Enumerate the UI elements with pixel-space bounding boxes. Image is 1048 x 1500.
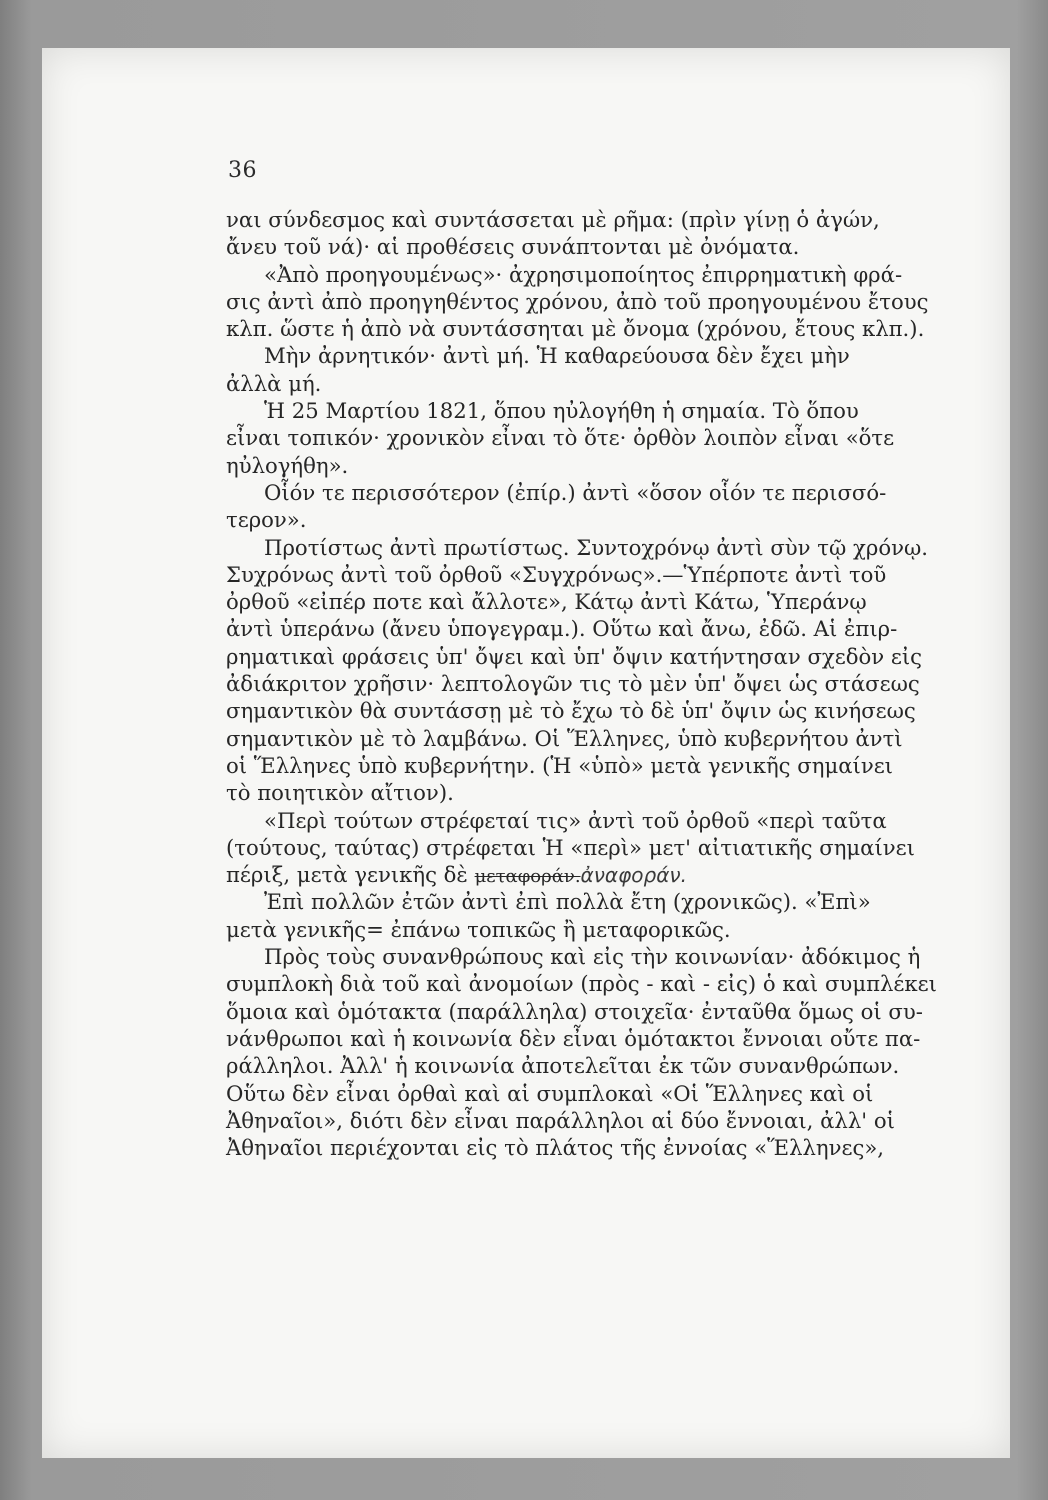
text-line: ὅμοια καὶ ὁμότακτα (παράλληλα) στοιχεῖα· ἐνταῦθα ὅμως οἱ συ- <box>226 998 923 1024</box>
text-line: ἀντὶ ὑπεράνω (ἄνευ ὑπογεγραμ.). Οὕτω καὶ ἄνω, ἐδῶ. Αἱ ἐπιρ- <box>226 616 898 642</box>
text-line: ράλληλοι. Ἀλλ' ἡ κοινωνία ἀποτελεῖται ἐκ τῶν συνανθρώπων. <box>226 1053 900 1079</box>
text-line: κλπ. ὥστε ἡ ἀπὸ νὰ συντάσσηται μὲ ὄνομα (χρόνου, ἔτους κλπ.). <box>226 316 925 342</box>
text-line: «Ἀπὸ προηγουμένως»· ἀχρησιμοποίητος ἐπιρρηματικὴ φρά- <box>264 261 903 287</box>
text-line: σημαντικὸν μὲ τὸ λαμβάνω. Οἱ Ἕλληνες, ὑπὸ κυβερνήτου ἀντὶ <box>226 725 903 751</box>
text-line: Προτίστως ἀντὶ πρωτίστως. Συντοχρόνῳ ἀντὶ σὺν τῷ χρόνῳ. <box>264 534 928 560</box>
text-line: (τούτους, ταύτας) στρέφεται Ἡ «περὶ» μετ' αἰτιατικῆς σημαίνει <box>226 834 915 860</box>
text-line: σις ἀντὶ ἀπὸ προηγηθέντος χρόνου, ἀπὸ τοῦ προηγουμένου ἔτους <box>226 288 929 314</box>
text-line: ἀδιάκριτον χρῆσιν· λεπτολογῶν τις τὸ μὲν ὑπ' ὄψει ὡς στάσεως <box>226 671 920 697</box>
text-line: Ἡ 25 Μαρτίου 1821, ὅπου ηὐλογήθη ἡ σημαία. Τὸ ὅπου <box>264 398 859 424</box>
text-line: ηὐλογήθη». <box>226 452 349 478</box>
text-line: Ἐπὶ πολλῶν ἐτῶν ἀντὶ ἐπὶ πολλὰ ἔτη (χρονικῶς). «Ἐπὶ» <box>264 889 871 915</box>
text-line: Οὕτω δὲν εἶναι ὀρθαὶ καὶ αἱ συμπλοκαὶ «Οἱ Ἕλληνες καὶ οἱ <box>226 1080 874 1106</box>
page-number: 36 <box>228 158 257 183</box>
text-line: Πρὸς τοὺς συνανθρώπους καὶ εἰς τὴν κοινωνίαν· ἀδόκιμος ἡ <box>264 944 921 970</box>
text-line: τὸ ποιητικὸν αἴτιον). <box>226 780 454 806</box>
text-line: ρηματικαὶ φράσεις ὑπ' ὄψει καὶ ὑπ' ὄψιν κατήντησαν σχεδὸν εἰς <box>226 643 923 669</box>
text-line: σημαντικὸν θὰ συντάσσῃ μὲ τὸ ἔχω τὸ δὲ ὑπ' ὄψιν ὡς κινήσεως <box>226 698 916 724</box>
text-line: τερον». <box>226 507 307 533</box>
text-line: ἄνευ τοῦ νά)· αἱ προθέσεις συνάπτονται μὲ ὀνόματα. <box>226 234 800 260</box>
text-line: ὀρθοῦ «εἰπέρ ποτε καὶ ἄλλοτε», Κάτῳ ἀντὶ Κάτω, Ὑπεράνῳ <box>226 589 867 615</box>
text-line: οἱ Ἕλληνες ὑπὸ κυβερνήτην. (Ἡ «ὑπὸ» μετὰ γενικῆς σημαίνει <box>226 752 893 778</box>
book-page <box>42 48 1010 1458</box>
struck-word: μεταφοράν. <box>474 866 581 888</box>
text-line: εἶναι τοπικόν· χρονικὸν εἶναι τὸ ὅτε· ὀρθὸν λοιπὸν εἶναι «ὅτε <box>226 425 895 451</box>
text-line: «Περὶ τούτων στρέφεταί τις» ἀντὶ τοῦ ὀρθοῦ «περὶ ταῦτα <box>264 807 887 833</box>
text-line: μετὰ γενικῆς= ἐπάνω τοπικῶς ἢ μεταφορικῶς. <box>226 916 731 942</box>
text-line: ἀλλὰ μή. <box>226 370 322 396</box>
text-line: Ἀθηναῖοι», διότι δὲν εἶναι παράλληλοι αἱ δύο ἔννοιαι, ἀλλ' οἱ <box>226 1107 895 1133</box>
handwritten-correction: ἀναφοράν. <box>580 863 687 888</box>
text-segment: πέριξ, μετὰ γενικῆς δὲ <box>226 862 468 888</box>
text-line: Ἀθηναῖοι περιέχονται εἰς τὸ πλάτος τῆς ἐννοίας «Ἕλληνες», <box>226 1135 885 1161</box>
body-text <box>226 206 950 1161</box>
text-line: ναι σύνδεσμος καὶ συντάσσεται μὲ ρῆμα: (πρὶν γίνῃ ὁ ἀγών, <box>226 207 880 232</box>
text-line-with-correction <box>226 861 950 888</box>
text-line: Οἷόν τε περισσότερον (ἐπίρ.) ἀντὶ «ὅσον οἷόν τε περισσό- <box>264 479 887 505</box>
text-line: Μὴν ἀρνητικόν· ἀντὶ μή. Ἡ καθαρεύουσα δὲν ἔχει μὴν <box>264 343 850 369</box>
text-line: Συχρόνως ἀντὶ τοῦ ὀρθοῦ «Συγχρόνως».—Ὑπέρποτε ἀντὶ τοῦ <box>226 561 887 587</box>
text-line: συμπλοκὴ διὰ τοῦ καὶ ἀνομοίων (πρὸς - καὶ - εἰς) ὁ καὶ συμπλέκει <box>226 971 937 997</box>
text-line: νάνθρωποι καὶ ἡ κοινωνία δὲν εἶναι ὁμότακτοι ἔννοιαι οὔτε πα- <box>226 1025 921 1051</box>
